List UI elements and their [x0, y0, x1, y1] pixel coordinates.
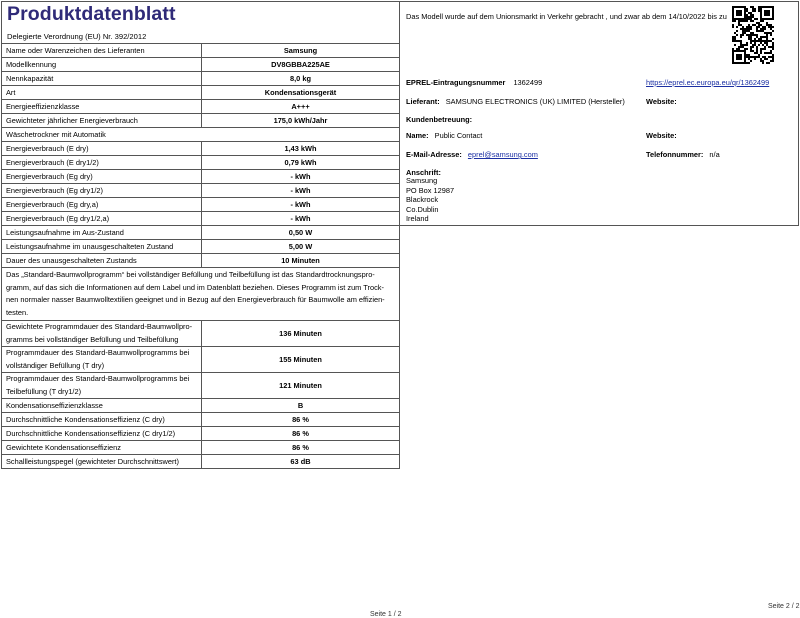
row-label: Nennkapazität: [2, 72, 202, 86]
table-row: [2, 100, 400, 114]
row-label: Gewichteter jährlicher Energieverbrauch: [2, 114, 202, 128]
row-value: 175,0 kWh/Jahr: [202, 114, 400, 128]
row-value: DV8GBBA225AE: [202, 58, 400, 72]
table-row: [2, 347, 400, 373]
row-value: 86 %: [202, 413, 400, 427]
row-value: B: [202, 399, 400, 413]
table-row: [2, 156, 400, 170]
row-label: Kondensationseffizienzklasse: [2, 399, 202, 413]
row-value: 1,43 kWh: [202, 142, 400, 156]
row-label: Wäschetrockner mit Automatik: [2, 128, 400, 142]
email-link[interactable]: eprel@samsung.com: [467, 150, 538, 159]
address-line: Blackrock: [406, 195, 439, 205]
page-1: [1, 1, 400, 469]
row-value: 0,79 kWh: [202, 156, 400, 170]
table-row: [2, 240, 400, 254]
table-row: [2, 72, 400, 86]
row-value: 86 %: [202, 441, 400, 455]
contact-website-label: Website:: [646, 131, 677, 140]
address-line: Ireland: [406, 214, 429, 224]
row-value: - kWh: [202, 212, 400, 226]
supplier-value: SAMSUNG ELECTRONICS (UK) LIMITED (Hersteller): [445, 97, 625, 106]
page-1-footer: Seite 1 / 2: [370, 611, 402, 618]
eprel-number: 1362499: [513, 78, 543, 87]
contact-name-label: Name:: [406, 131, 429, 140]
table-row: [2, 128, 400, 142]
row-label: Leistungsaufnahme im Aus-Zustand: [2, 226, 202, 240]
row-label: Leistungsaufnahme im unausgeschalteten Zustand: [2, 240, 202, 254]
table-row: [2, 184, 400, 198]
row-label: Durchschnittliche Kondensationseffizienz (C dry): [2, 413, 202, 427]
table-row: [2, 198, 400, 212]
row-label: Modellkennung: [2, 58, 202, 72]
table-row: [2, 427, 400, 441]
row-label: Programmdauer des Standard-Baumwollprogramms bei vollständiger Befüllung (T dry): [2, 347, 202, 373]
table-row: [2, 170, 400, 184]
row-label: Energieverbrauch (E dry): [2, 142, 202, 156]
table-row: [2, 226, 400, 240]
row-value: - kWh: [202, 198, 400, 212]
row-value: 5,00 W: [202, 240, 400, 254]
row-value: 8,0 kg: [202, 72, 400, 86]
row-label: Dauer des unausgeschalteten Zustands: [2, 254, 202, 268]
eprel-link[interactable]: https://eprel.ec.europa.eu/qr/1362499: [646, 78, 770, 87]
row-label: Energieverbrauch (Eg dry1/2,a): [2, 212, 202, 226]
row-label: Energieverbrauch (Eg dry): [2, 170, 202, 184]
table-row: [2, 399, 400, 413]
phone-label: Telefonnummer:: [646, 150, 704, 159]
row-value: - kWh: [202, 184, 400, 198]
address-line: Samsung: [406, 176, 438, 185]
phone-value: n/a: [709, 150, 720, 159]
row-label: Gewichtete Programmdauer des Standard-Baumwollpro-gramms bei vollständiger Befüllung und Teilbefüllung: [2, 321, 202, 347]
address-line: PO Box 12987: [406, 185, 455, 195]
page-2-footer: Seite 2 / 2: [768, 603, 800, 610]
supplier-label: Lieferant:: [406, 97, 440, 106]
table-row: [2, 254, 400, 268]
eprel-label: EPREL-Eintragungsnummer: [406, 78, 506, 87]
contact-name-value: Public Contact: [434, 131, 483, 140]
row-value: A+++: [202, 100, 400, 114]
supplier-website-label: Website:: [646, 97, 677, 106]
table-row: [2, 413, 400, 427]
table-row: [2, 373, 400, 399]
row-label: Energieverbrauch (E dry1/2): [2, 156, 202, 170]
table-row: [2, 142, 400, 156]
row-value: Samsung: [202, 44, 400, 58]
row-label: Energieverbrauch (Eg dry1/2): [2, 184, 202, 198]
page-title: Produktdatenblatt: [7, 3, 176, 25]
row-value: 136 Minuten: [202, 321, 400, 347]
page-2: [400, 1, 799, 226]
row-value: - kWh: [202, 170, 400, 184]
row-value: 155 Minuten: [202, 347, 400, 373]
table-row: [2, 86, 400, 100]
address-block: [406, 176, 454, 224]
row-label: Programmdauer des Standard-Baumwollprogramms bei Teilbefüllung (T dry1/2): [2, 373, 202, 399]
table-row: [2, 44, 400, 58]
row-label: Art: [2, 86, 202, 100]
customer-support-heading: Kundenbetreuung:: [406, 115, 473, 124]
row-label: Name oder Warenzeichen des Lieferanten: [2, 44, 202, 58]
qr-code[interactable]: [732, 6, 774, 64]
product-data-table: [1, 43, 400, 469]
row-value: 86 %: [202, 427, 400, 441]
row-label: Energieverbrauch (Eg dry,a): [2, 198, 202, 212]
row-label: Durchschnittliche Kondensationseffizienz (C dry1/2): [2, 427, 202, 441]
row-value: 10 Minuten: [202, 254, 400, 268]
row-value: Kondensationsgerät: [202, 86, 400, 100]
row-label: Gewichtete Kondensationseffizienz: [2, 441, 202, 455]
row-value: 63 dB: [202, 455, 400, 469]
row-label: Schallleistungspegel (gewichteter Durchschnittswert): [2, 455, 202, 469]
standard-program-note: Das „Standard-Baumwollprogramm“ bei vollständiger Befüllung und Teilbefüllung ist das Standardtrocknungspro-gramm, auf das sich die Informationen auf dem Label und im Datenblatt beziehen. Dieses Programm ist zum Trock-nen normaler nasser Baumwolltextilien geeignet und in Bezug auf den Energieverbrauch für Baumwolle am effizien-testen.: [2, 268, 400, 321]
email-label: E-Mail-Adresse:: [406, 150, 462, 159]
market-intro: Das Modell wurde auf dem Unionsmarkt in Verkehr gebracht , und zwar ab dem 14/10/2022 bis zu: [406, 12, 727, 21]
table-row: [2, 321, 400, 347]
address-line: Co.Dublin: [406, 204, 439, 214]
table-row: [2, 441, 400, 455]
row-value: 121 Minuten: [202, 373, 400, 399]
table-row: [2, 455, 400, 469]
table-row: [2, 268, 400, 321]
regulation-subtitle: Delegierte Verordnung (EU) Nr. 392/2012: [7, 32, 147, 41]
table-row: [2, 58, 400, 72]
table-row: [2, 212, 400, 226]
row-label: Energieeffizienzklasse: [2, 100, 202, 114]
address-label: Anschrift:: [406, 168, 441, 177]
title-box: [1, 1, 400, 43]
row-value: 0,50 W: [202, 226, 400, 240]
table-row: [2, 114, 400, 128]
